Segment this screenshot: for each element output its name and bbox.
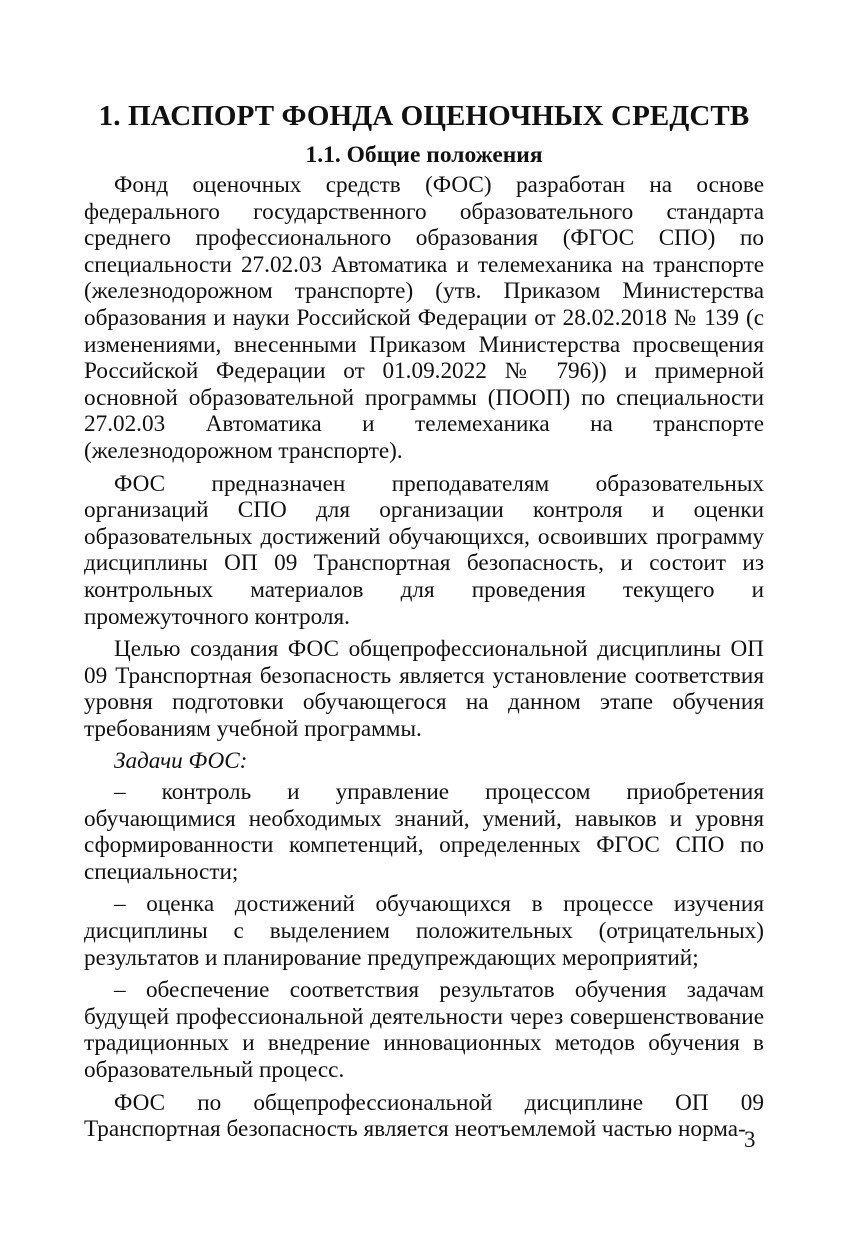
paragraph-fos-basis: Фонд оценочных средств (ФОС) разработан на основе федерального государственного образовательного стандарта среднего профессионального образования (ФГОС СПО) по специальности 27.02.03 Автоматика и телемеханика на транспорте (железнодорожном транспорте) (утв. Приказом Министерства образования и науки Российской Федерации от 28.02.2018 № 139 (с изменениями, внесенными Приказом Министерства просвещения Российской Федерации от 01.09.2022 № 796)) и примерной основной образовательной программы (ПООП) по специальности 27.02.03 Автоматика и телемеханика на транспорте (железнодорожном транспорте).: [84, 172, 764, 464]
section-title: 1.1. Общие положения: [305, 142, 543, 168]
task-item-alignment: – обеспечение соответствия результатов обучения задачам будущей профессиональной деятельности через совершенствование традиционных и внедрение инновационных методов обучения в образовательный процесс.: [84, 977, 764, 1083]
document-page: [84, 96, 764, 1143]
paragraph-fos-goal: Целью создания ФОС общепрофессиональной дисциплины ОП 09 Транспортная безопасность является установление соответствия уровня подготовки обучающегося на данном этапе обучения требованиям учебной программы.: [84, 636, 764, 742]
task-item-control: – контроль и управление процессом приобретения обучающимися необходимых знаний, умений, навыков и уровня сформированности компетенций, определенных ФГОС СПО по специальности;: [84, 779, 764, 885]
tasks-label: Задачи ФОС:: [114, 748, 248, 775]
chapter-title: 1. ПАСПОРТ ФОНДА ОЦЕНОЧНЫХ СРЕДСТВ: [98, 100, 750, 132]
page-number: 3: [744, 1127, 756, 1152]
paragraph-fos-purpose: ФОС предназначен преподавателям образовательных организаций СПО для организации контроля и оценки образовательных достижений обучающихся, освоивших программу дисциплины ОП 09 Транспортная безопасность, и состоит из контрольных материалов для проведения текущего и промежуточного контроля.: [84, 470, 764, 630]
task-item-assessment: – оценка достижений обучающихся в процессе изучения дисциплины с выделением положительных (отрицательных) результатов и планирование предупреждающих мероприятий;: [84, 891, 764, 971]
paragraph-closing: ФОС по общепрофессиональной дисциплине ОП 09 Транспортная безопасность является неотъемлемой частью норма-: [84, 1089, 764, 1143]
